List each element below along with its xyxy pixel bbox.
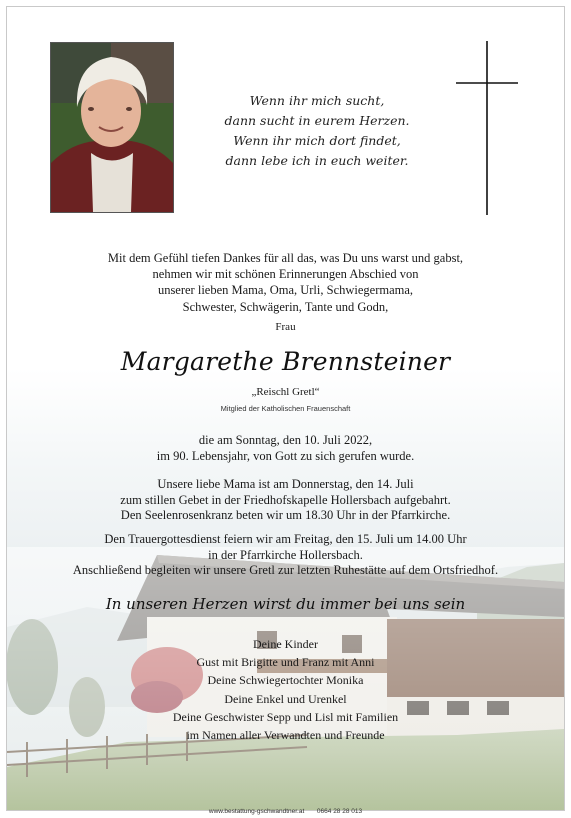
footer-separator (306, 808, 315, 815)
wake-details (7, 477, 564, 524)
funeral-line: Anschließend begleiten wir unsere Gretl zur letzten Ruhestätte auf dem Ortsfriedhof. (72, 563, 499, 577)
poem-line: Wenn ihr mich dort findet, (233, 133, 401, 148)
death-announcement (7, 432, 564, 464)
family-line: Gust mit Brigitte und Franz mit Anni (196, 655, 375, 670)
family-line: Deine Enkel und Urenkel (224, 691, 347, 706)
cross-icon (456, 41, 518, 215)
salutation: Frau (275, 321, 296, 333)
wake-line: zum stillen Gebet in der Friedhofskapelle Hollersbach aufgebahrt. (120, 492, 451, 507)
funeral-line: Den Trauergottesdienst feiern wir am Freitag, den 15. Juli um 14.00 Uhr (104, 532, 467, 546)
deceased-name: Margarethe Brennsteiner (120, 347, 451, 376)
intro-line: Mit dem Gefühl tiefen Dankes für all das, was Du uns warst und gabst, (107, 251, 464, 265)
memorial-motto: In unseren Herzen wirst du immer bei uns sein (105, 595, 466, 613)
family-list (7, 635, 564, 744)
footer-website[interactable]: www.bestattung-gschwandtner.at (208, 808, 305, 815)
family-line: im Namen aller Verwandten und Freunde (186, 727, 385, 742)
intro-line: unserer lieben Mama, Oma, Urli, Schwiegermama, (157, 283, 414, 298)
intro-line: nehmen wir mit schönen Erinnerungen Abschied von (152, 267, 419, 282)
family-line: Deine Schwiegertochter Monika (207, 673, 364, 688)
membership-note: Mitglied der Katholischen Frauenschaft (220, 404, 351, 413)
family-line: Deine Geschwister Sepp und Lisl mit Familien (172, 709, 399, 724)
memorial-poem (207, 91, 427, 171)
wake-line: Den Seelenrosenkranz beten wir um 18.30 Uhr in der Pfarrkirche. (120, 508, 451, 522)
death-line: die am Sonntag, den 10. Juli 2022, (198, 433, 373, 447)
portrait-image (51, 43, 173, 212)
portrait-photo (50, 42, 174, 213)
footer-phone: 0664 28 28 013 (316, 808, 363, 815)
deceased-nickname: „Reischl Gretl“ (251, 386, 320, 398)
family-line: Deine Kinder (253, 637, 318, 651)
wake-line: Unsere liebe Mama ist am Donnerstag, den 14. Juli (157, 477, 414, 491)
footer (0, 808, 571, 815)
obituary-card (6, 6, 565, 811)
funeral-line: in der Pfarrkirche Hollersbach. (208, 547, 363, 562)
funeral-details (7, 532, 564, 579)
poem-line: dann lebe ich in euch weiter. (225, 153, 409, 168)
intro-text (7, 250, 564, 315)
poem-line: dann sucht in eurem Herzen. (224, 113, 410, 128)
death-line: im 90. Lebensjahr, von Gott zu sich gerufen wurde. (156, 449, 415, 463)
intro-line: Schwester, Schwägerin, Tante und Godn, (182, 299, 389, 314)
poem-line: Wenn ihr mich sucht, (249, 93, 385, 108)
